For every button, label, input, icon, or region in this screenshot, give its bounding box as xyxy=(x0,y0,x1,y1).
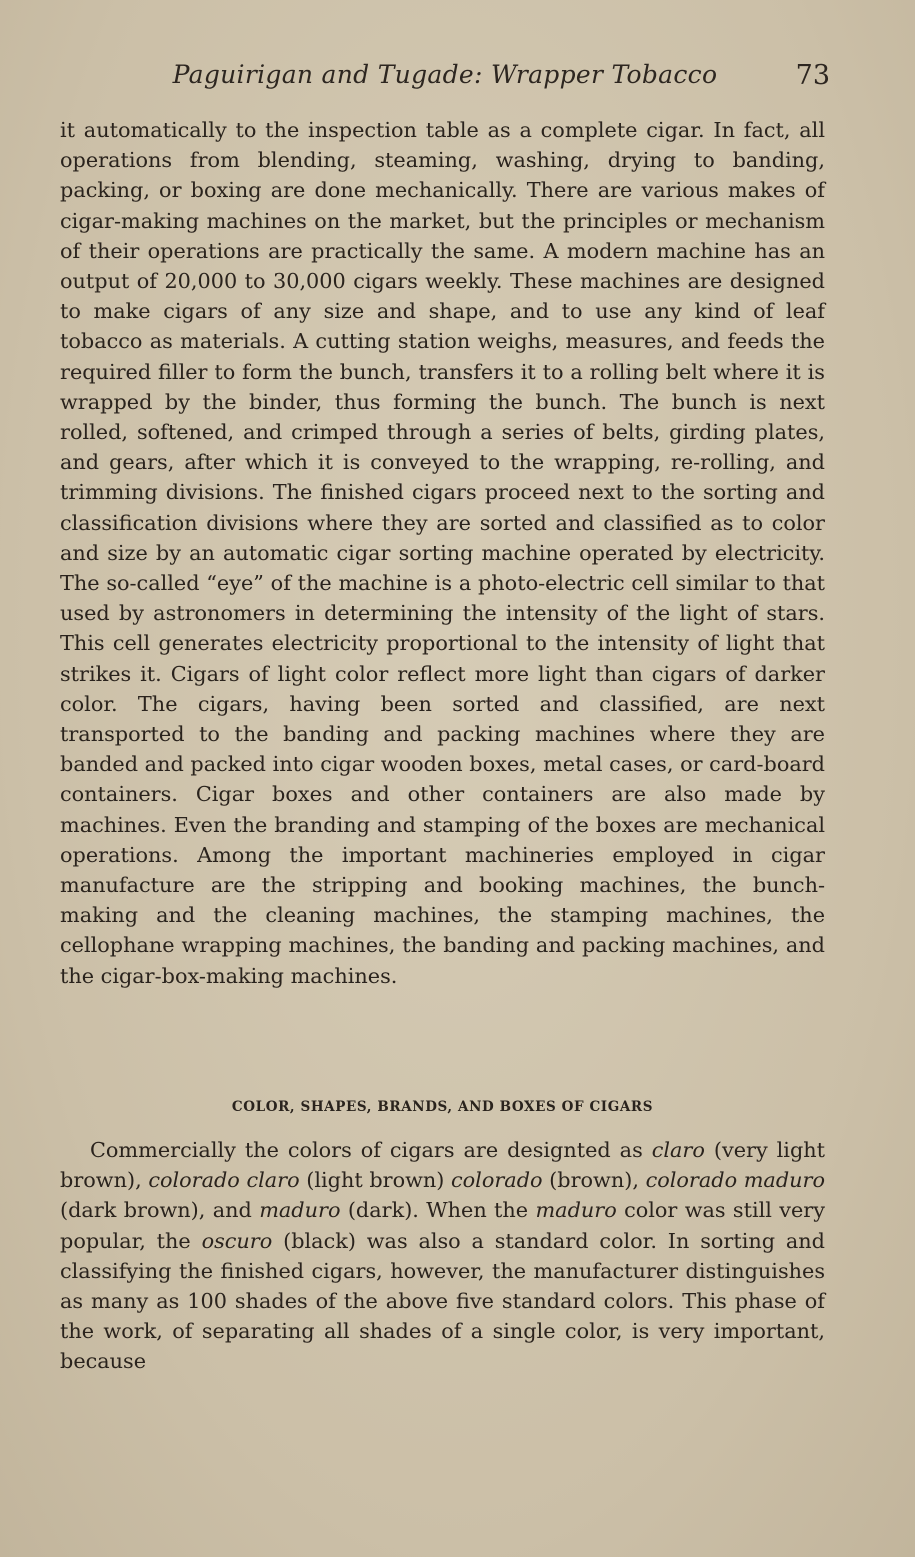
running-head xyxy=(60,60,830,92)
body-text xyxy=(60,115,825,991)
text-run: (black) was also a standard color. In sorting and classifying the finished cigars, however, the manufacturer distinguishes as many as 100 shades of the above five standard colors. This phase of the work, of separating all shades of a single color, is very important, because xyxy=(60,1228,825,1374)
text-run: (very light brown), xyxy=(60,1138,826,1193)
text-run: color was still very popular, the xyxy=(60,1198,825,1253)
paragraph xyxy=(60,1135,825,1377)
text-run: (dark brown), and xyxy=(60,1198,260,1223)
text-run: (light brown) xyxy=(299,1168,452,1193)
running-title: Paguirigan and Tugade: Wrapper Tobacco xyxy=(172,60,718,89)
italic-term: claro xyxy=(651,1138,705,1162)
italic-term: maduro xyxy=(259,1198,341,1223)
paragraph: it automatically to the inspection table as a complete cigar. In fact, all operations from blending, steaming, washing, drying to banding, packing, or boxing are done mechanically. There are various makes of cigar-making machines on the market, but the principles or mechanism of their operations are practically the same. A modern machine has an output of 20,000 to 30,000 cigars weekly. These machines are designed to make cigars of any size and shape, and to use any kind of leaf tobacco as materials. A cutting station weighs, measures, and feeds the required filler to form the bunch, transfers it to a rolling belt where it is wrapped by the binder, thus forming the bunch. The bunch is next rolled, softened, and crimped through a series of belts, girding plates, and gears, after which it is conveyed to the wrapping, re-rolling, and trimming divisions. The finished cigars proceed next to the sorting and classification divisions where they are sorted and classified as to color and size by an automatic cigar sorting machine operated by electricity. The so-called “eye” of the machine is a photo-electric cell similar to that used by astronomers in determining the intensity of the light of stars. This cell generates electricity proportional to the intensity of light that strikes it. Cigars of light color reflect more light than cigars of darker color. The cigars, having been sorted and classified, are next transported to the banding and packing machines where they are banded and packed into cigar wooden boxes, metal cases, or card-board containers. Cigar boxes and other containers are also made by machines. Even the branding and stamping of the boxes are mechanical operations. Among the important machineries employed in cigar manufacture are the stripping and booking machines, the bunch-making and the cleaning machines, the stamping machines, the cellophane wrapping machines, the banding and packing machines, and the cigar-box-making machines. xyxy=(60,118,825,988)
page-number: 73 xyxy=(795,60,830,91)
text-run: (brown), xyxy=(542,1168,646,1193)
italic-term: oscuro xyxy=(201,1228,273,1253)
italic-term: maduro xyxy=(535,1198,617,1223)
body-text-2 xyxy=(60,1135,825,1377)
italic-term: colorado claro xyxy=(148,1168,300,1193)
section-heading: COLOR, SHAPES, BRANDS, AND BOXES OF CIGARS xyxy=(231,1099,654,1115)
text-run: (dark). When the xyxy=(340,1198,536,1223)
italic-term: colorado xyxy=(451,1168,543,1193)
text-run: Commercially the colors of cigars are designted as xyxy=(90,1138,652,1162)
italic-term: colorado maduro xyxy=(645,1168,825,1193)
